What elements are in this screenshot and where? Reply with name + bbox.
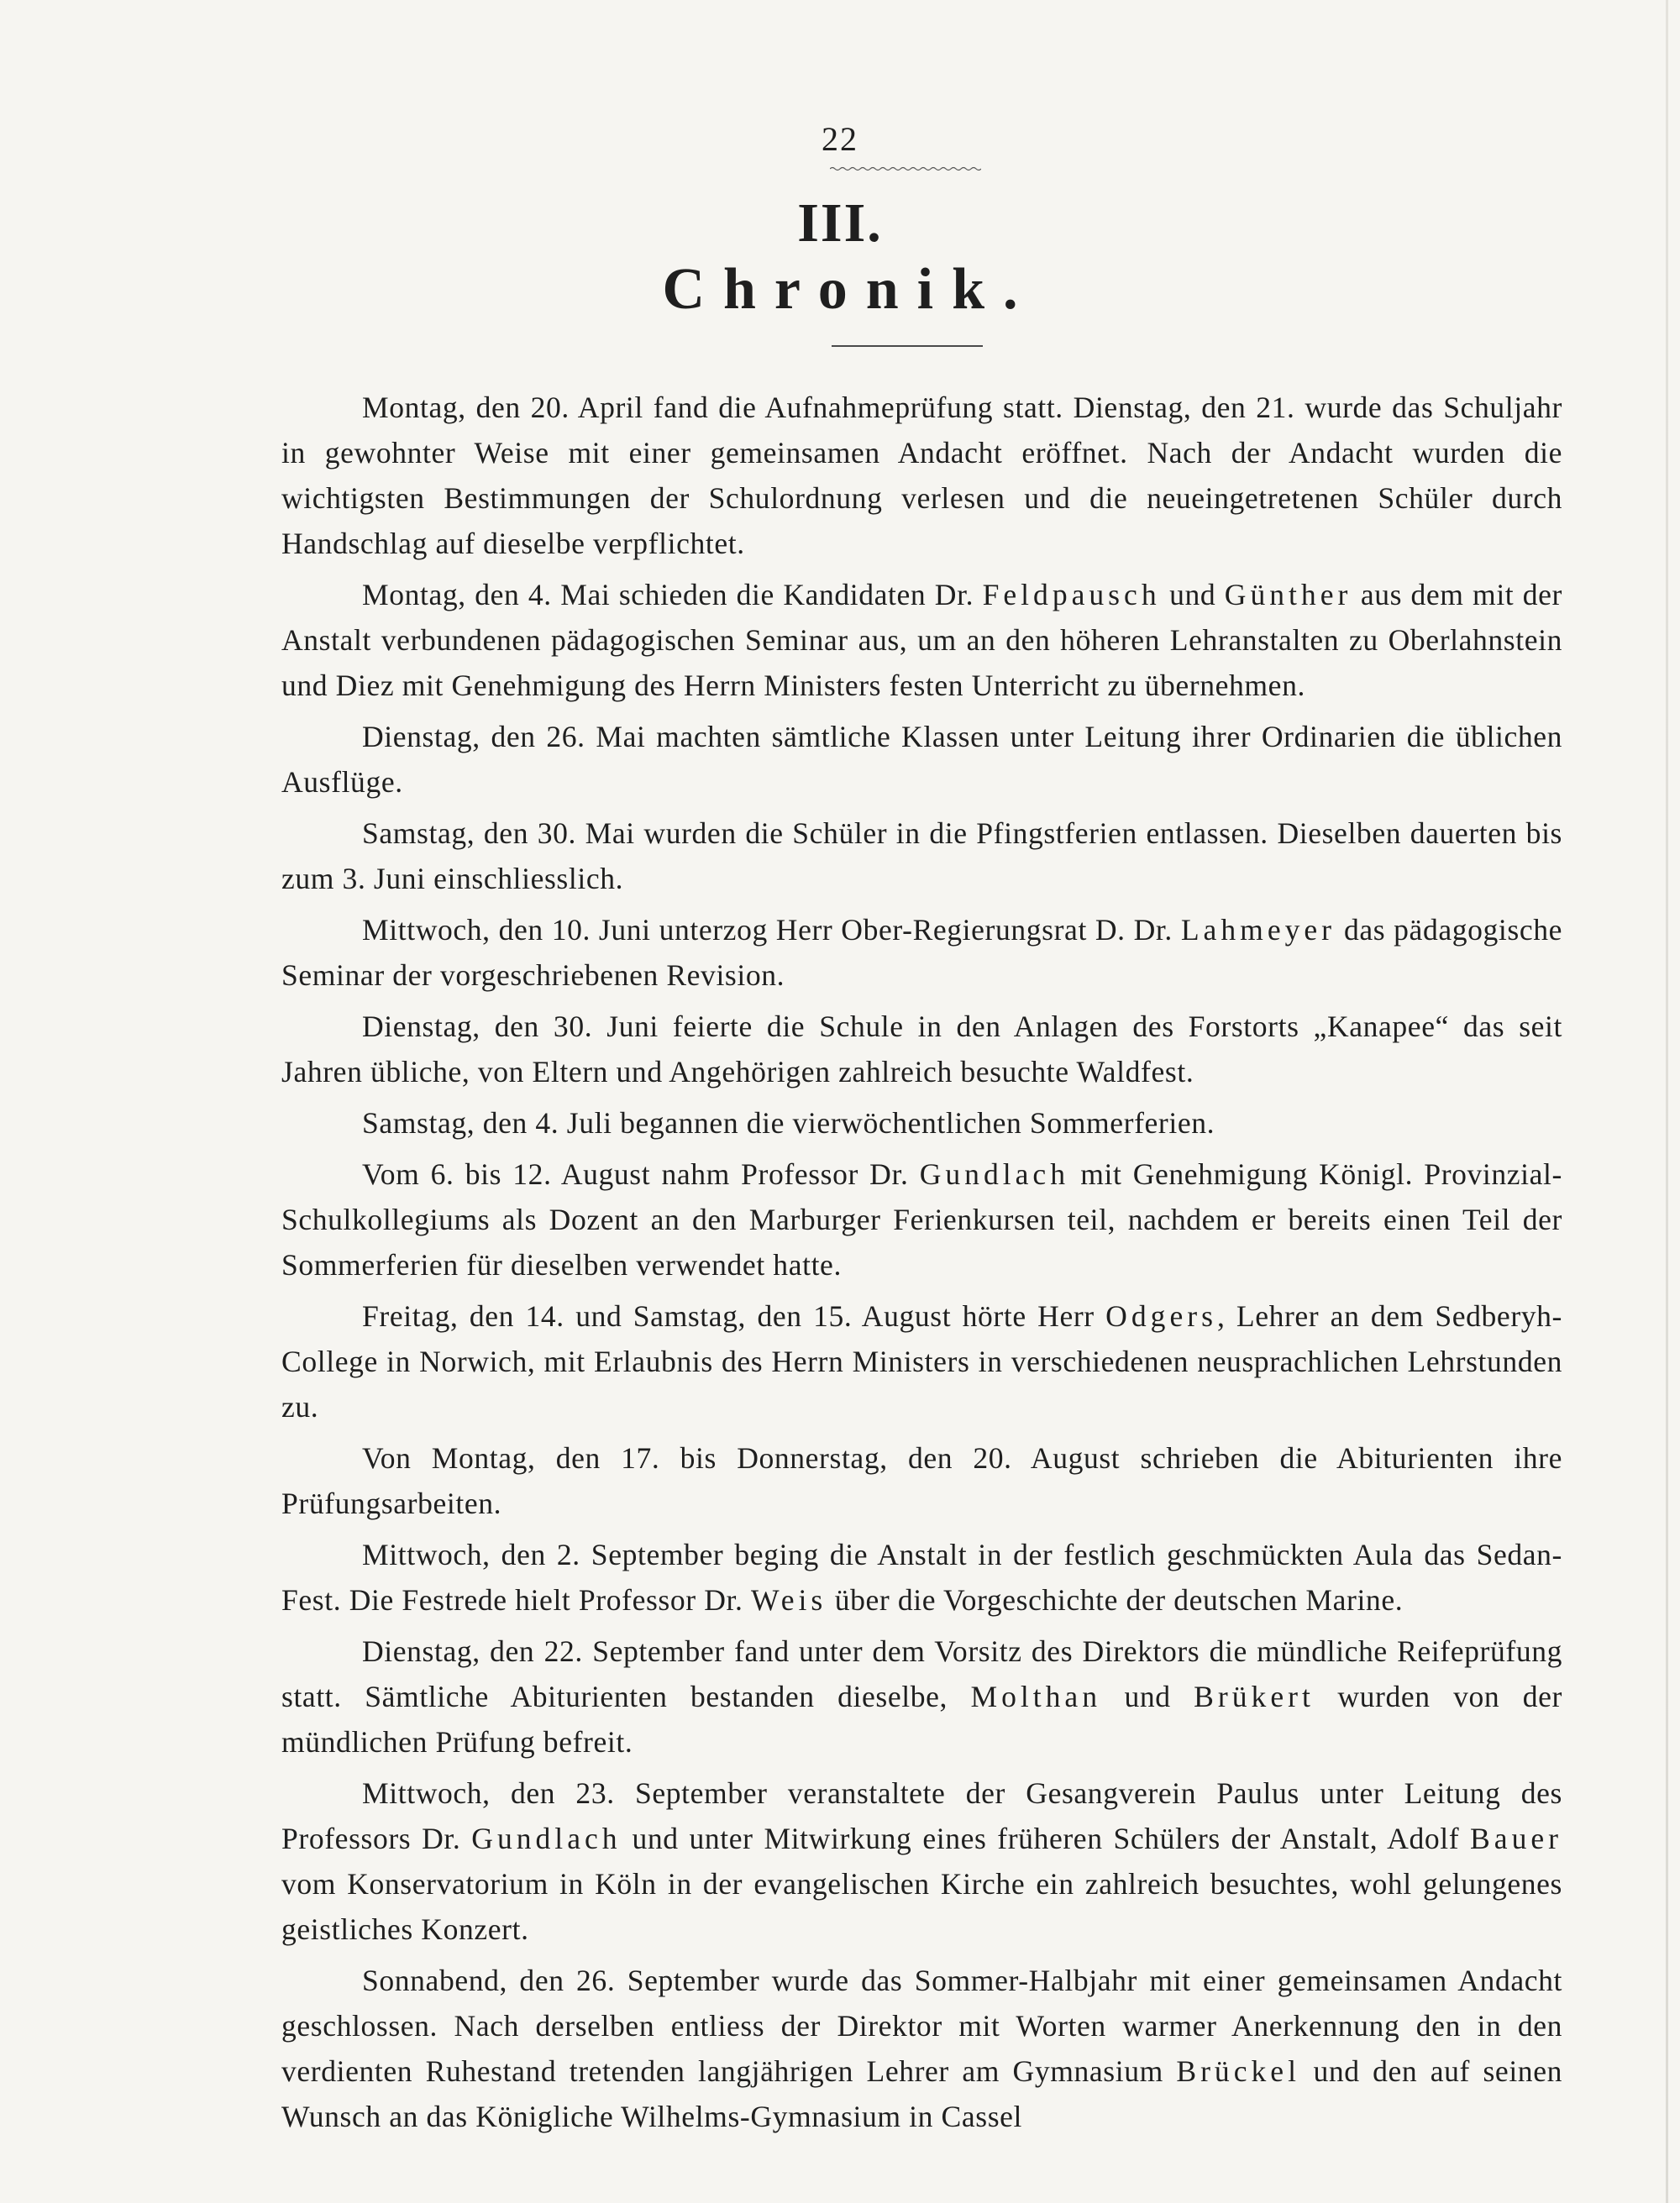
paragraph-text: und den auf seinen Wunsch an das Königliche Wilhelms-Gymnasium in Cassel: [281, 2054, 1562, 2133]
paragraph: [281, 1958, 1562, 2139]
spaced-name: Gundlach: [919, 1157, 1070, 1191]
paragraph-text: Mittwoch, den 10. Juni unterzog Herr Ober-Regierungsrat D. Dr.: [362, 913, 1181, 947]
spaced-name: Weis: [750, 1583, 827, 1617]
paragraph-text: Von Montag, den 17. bis Donnerstag, den 20. August schrieben die Abiturienten ihre Prüfungsarbeiten.: [281, 1441, 1562, 1520]
paragraph-text: vom Konservatorium in Köln in der evangelischen Kirche ein zahlreich besuchtes, wohl gelungenes geistliches Konzert.: [281, 1867, 1562, 1946]
spaced-name: Feldpausch: [982, 578, 1161, 611]
title-divider: [832, 345, 983, 347]
paragraph-text: Mittwoch, den 2. September beging die Anstalt in der festlich geschmückten Aula das Sedan-Fest. Die Festrede hielt Professor Dr.: [281, 1538, 1562, 1617]
paragraph-text: Vom 6. bis 12. August nahm Professor Dr.: [362, 1157, 920, 1191]
paragraph-text: über die Vorgeschichte der deutschen Marine.: [827, 1583, 1404, 1617]
page-number-wavy-rule: [830, 166, 981, 171]
paragraph-text: Dienstag, den 22. September fand unter dem Vorsitz des Direktors die mündliche Reifeprüfung statt. Sämtliche Abiturienten bestanden dieselbe,: [281, 1634, 1562, 1713]
paragraph-text: und: [1160, 578, 1225, 611]
spaced-name: Gundlach: [471, 1822, 622, 1855]
paragraph: [281, 572, 1562, 708]
paragraph: [281, 714, 1562, 805]
paragraph: [281, 385, 1562, 566]
paragraph-text: mit Genehmigung Königl. Provinzial-Schulkollegiums als Dozent an den Marburger Ferienkursen teil, nachdem er bereits einen Teil der Sommerferien für dieselben verwendet hatte.: [281, 1157, 1562, 1282]
page-number: 22: [822, 120, 858, 158]
section-numeral: III.: [797, 192, 883, 254]
page-edge-shadow: [1666, 0, 1668, 2203]
paragraph: [281, 1100, 1562, 1146]
paragraph-text: und: [1101, 1680, 1194, 1713]
paragraph: [281, 1293, 1562, 1429]
spaced-name: Molthan: [970, 1680, 1102, 1713]
paragraph-text: Samstag, den 30. Mai wurden die Schüler in die Pfingstferien entlassen. Dieselben dauerten bis zum 3. Juni einschliesslich.: [281, 816, 1562, 895]
paragraph: [281, 1004, 1562, 1094]
spaced-name: Günther: [1224, 578, 1352, 611]
paragraph-text: Sonnabend, den 26. September wurde das Sommer-Halbjahr mit einer gemeinsamen Andacht geschlossen. Nach derselben entliess der Direktor mit Worten warmer Anerkennung den in den verdienten Ruhestand tretenden langjährigen Lehrer am Gymnasium: [281, 1964, 1562, 2088]
paragraph-text: wurden von der mündlichen Prüfung befreit.: [281, 1680, 1563, 1759]
paragraph: [281, 1435, 1562, 1526]
paragraph-text: das pädagogische Seminar der vorgeschriebenen Revision.: [281, 913, 1562, 992]
paragraph-text: Freitag, den 14. und Samstag, den 15. August hörte Herr: [362, 1299, 1106, 1333]
paragraph-text: Montag, den 20. April fand die Aufnahmeprüfung statt. Dienstag, den 21. wurde das Schuljahr in gewohnter Weise mit einer gemeinsamen Andacht eröffnet. Nach der Andacht wurden die wichtigsten Bestimmungen der Schulordnung verlesen und die neueingetretenen Schüler durch Handschlag auf dieselbe verpflichtet.: [281, 391, 1562, 560]
spaced-name: Lahmeyer: [1180, 913, 1336, 947]
paragraph-text: Montag, den 4. Mai schieden die Kandidaten Dr.: [362, 578, 983, 611]
paragraph: [281, 1151, 1562, 1288]
spaced-name: Bauer: [1470, 1822, 1562, 1855]
paragraph: [281, 907, 1562, 998]
paragraph-text: und unter Mitwirkung eines früheren Schülers der Anstalt, Adolf: [621, 1822, 1471, 1855]
paragraph-text: Dienstag, den 30. Juni feierte die Schule in den Anlagen des Forstorts „Kanapee“ das seit Jahren übliche, von Eltern und Angehörigen zahlreich besuchte Waldfest.: [281, 1010, 1562, 1088]
paragraph-text: Mittwoch, den 23. September veranstaltete der Gesangverein Paulus unter Leitung des Professors Dr.: [281, 1776, 1562, 1855]
paragraph: [281, 1629, 1562, 1765]
paragraph-text: aus dem mit der Anstalt verbundenen pädagogischen Seminar aus, um an den höheren Lehranstalten zu Oberlahnstein und Diez mit Genehmigung des Herrn Ministers festen Unterricht zu übernehmen.: [281, 578, 1563, 702]
paragraph-text: Samstag, den 4. Juli begannen die vierwöchentlichen Sommerferien.: [362, 1106, 1215, 1140]
section-title: Chronik.: [662, 257, 1037, 322]
paragraph: [281, 1770, 1562, 1952]
paragraph: [281, 1532, 1562, 1623]
paragraph: [281, 810, 1562, 901]
paragraph-text: Dienstag, den 26. Mai machten sämtliche Klassen unter Leitung ihrer Ordinarien die üblichen Ausflüge.: [281, 720, 1562, 799]
spaced-name: Odgers: [1105, 1299, 1217, 1333]
paragraph-text: , Lehrer an dem Sedberyh-College in Norwich, mit Erlaubnis des Herrn Ministers in verschiedenen neusprachlichen Lehrstunden zu.: [281, 1299, 1562, 1424]
chronicle-body: [281, 385, 1562, 2145]
spaced-name: Brükert: [1194, 1680, 1315, 1713]
spaced-name: Brückel: [1176, 2054, 1300, 2088]
